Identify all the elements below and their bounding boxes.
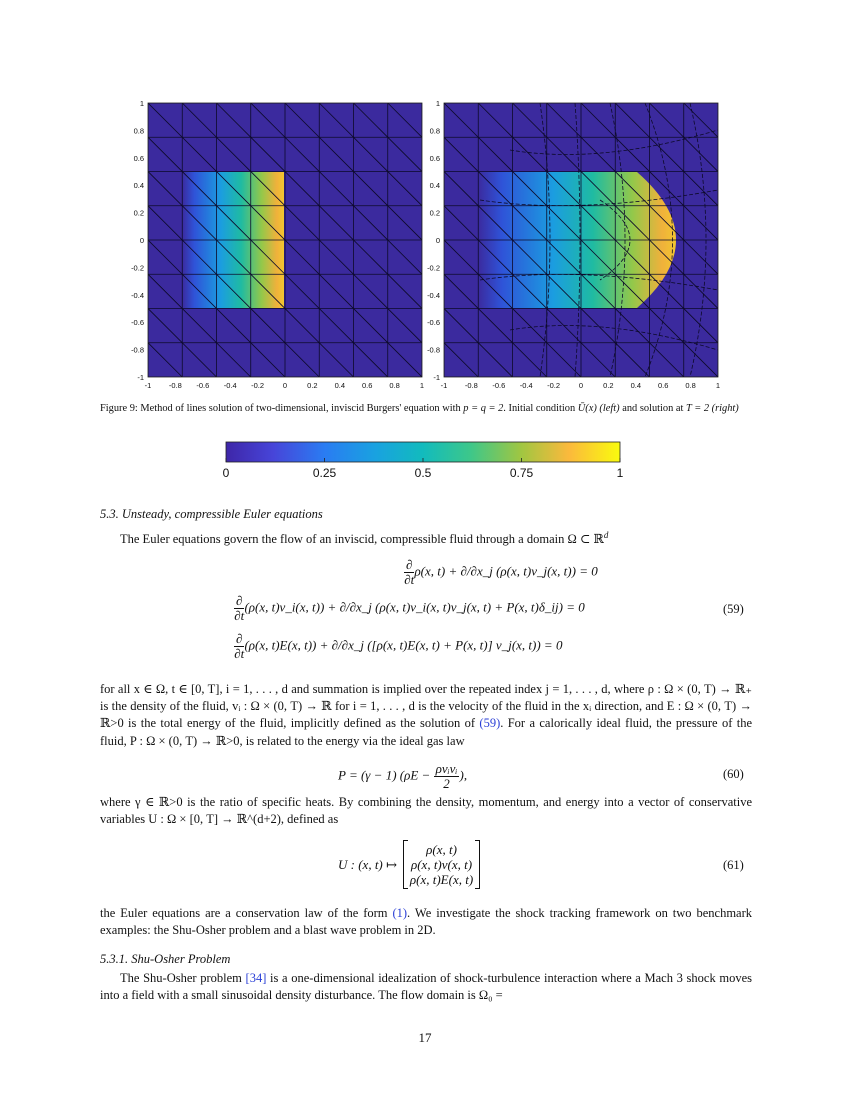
x-tick-label: -0.2 — [251, 381, 265, 390]
eq59-line1: $\frac{\partial}{\partial t}$ ρ(x, t) + ∂/∂x_j (ρ(x, t)v_j(x, t)) = 0 — [404, 557, 598, 587]
x-tick-label: 0.4 — [334, 381, 346, 390]
x-tick-label: 0.2 — [603, 381, 614, 390]
x-tick-label: -1 — [440, 381, 448, 390]
paragraph-4: the Euler equations are a conservation law of the form (1). We investigate the shock tracking framework on two benchmark examples: the Shu-Osher problem and a blast wave problem in 2D. — [100, 906, 752, 938]
page-number: 17 — [418, 1030, 432, 1045]
y-tick-label: -0.6 — [427, 318, 440, 328]
x-tick-label: -0.4 — [223, 381, 237, 390]
y-tick-label: 1 — [139, 99, 144, 108]
y-tick-label: -0.4 — [427, 290, 440, 300]
y-tick-label: 0.2 — [429, 208, 440, 218]
intro-text: The Euler equations govern the flow of an inviscid, compressible fluid through a domain Ω ⊂ ℝ$^d$ — [120, 530, 609, 547]
citation-34-link[interactable]: [34] — [245, 971, 267, 985]
y-tick-label: -1 — [433, 373, 440, 382]
colorbar-tick-label: 0 — [222, 466, 230, 480]
y-tick-label: -0.8 — [427, 345, 440, 355]
eq59-number: (59) — [723, 602, 744, 616]
y-tick-label: 0.4 — [133, 181, 144, 191]
y-tick-label: -0.6 — [131, 318, 144, 328]
colorbar-tick-label: 0.5 — [414, 466, 432, 480]
x-tick-label: -0.2 — [547, 381, 561, 390]
right-y-ticks — [427, 99, 440, 382]
x-tick-label: -1 — [144, 381, 152, 390]
x-tick-label: -0.8 — [168, 381, 182, 390]
mesh-diagonal — [0, 103, 148, 377]
eq1-reference-link[interactable]: (1) — [392, 906, 408, 920]
eq60-number: (60) — [723, 767, 744, 781]
x-tick-label: 0.8 — [389, 381, 400, 390]
y-tick-label: -1 — [137, 373, 144, 382]
paragraph-2: for all x ∈ Ω, t ∈ [0, T], i = 1, . . . , d and summation is implied over the repeated index j = 1, . . . , d, where ρ : Ω × (0, T) → ℝ₊ is the density of the fluid, vᵢ : Ω × (0, T) → ℝ for i = 1, . . . , d is the velocity of the fluid in the xᵢ direction, and E : Ω × (0, T) → ℝ>0 is the total energy of the fluid, implicitly defined as the solution of (59). For a calorically ideal fluid, the pressure of the fluid, P : Ω × (0, T) → ℝ>0, is related to the energy via the ideal gas law — [100, 682, 752, 748]
colorbar-tick-label: 1 — [616, 466, 624, 480]
eq59-reference-link[interactable]: (59) — [479, 716, 501, 731]
x-tick-label: 0.6 — [361, 381, 373, 390]
x-tick-label: -0.4 — [519, 381, 533, 390]
right-x-ticks — [441, 381, 720, 390]
x-tick-label: -0.6 — [492, 381, 506, 390]
paragraph-5: The Shu-Osher problem [34] is a one-dimensional idealization of shock-turbulence interaction where a Mach 3 shock moves into a field with a small sinusoidal density disturbance. The flow domain is Ω₀ = — [100, 971, 752, 1003]
y-tick-label: 0 — [435, 236, 440, 245]
subsection-heading: 5.3.1. Shu-Osher Problem — [100, 952, 231, 966]
colorbar — [0, 435, 850, 485]
y-tick-label: -0.8 — [131, 345, 144, 355]
figure-caption: Figure 9: Method of lines solution of two-dimensional, inviscid Burgers' equation with p = q = 2. Initial condition Ū(x) (left) and solution at T = 2 (right) — [100, 403, 739, 414]
y-tick-label: -0.4 — [131, 290, 144, 300]
eq61: U : (x, t) ↦ ρ(x, t) ρ(x, t)v(x, t) ρ(x, t)E(x, t) — [338, 840, 480, 889]
y-tick-label: 0.2 — [133, 208, 144, 218]
eq61-vector: ρ(x, t) ρ(x, t)v(x, t) ρ(x, t)E(x, t) — [403, 840, 480, 889]
y-tick-label: 0.6 — [133, 153, 144, 163]
y-tick-label: 0.8 — [133, 126, 144, 136]
y-tick-label: 0.4 — [429, 181, 440, 191]
eq59-line2: $\frac{\partial}{\partial t}$ (ρ(x, t)v_i(x, t)) + ∂/∂x_j (ρ(x, t)v_i(x, t)v_j(x, t) + P(x, t)δ_ij) = 0 — [234, 593, 585, 623]
x-tick-label: 0.8 — [685, 381, 696, 390]
x-tick-label: -0.6 — [196, 381, 210, 390]
y-tick-label: 1 — [435, 99, 440, 108]
y-tick-label: 0 — [139, 236, 144, 245]
x-tick-label: 0.4 — [630, 381, 642, 390]
eq61-number: (61) — [723, 858, 744, 872]
eq59-line3: $\frac{\partial}{\partial t}$ (ρ(x, t)E(x, t)) + ∂/∂x_j ([ρ(x, t)E(x, t) + P(x, t)] v_j(x, t)) = 0 — [234, 631, 563, 661]
x-tick-label: 0.2 — [307, 381, 318, 390]
y-tick-label: -0.2 — [131, 263, 144, 273]
left-x-ticks — [145, 381, 424, 390]
x-tick-label: 0 — [282, 381, 288, 390]
eq60: P = (γ − 1) (ρE − $\frac{\text{ρvᵢvᵢ}}{2}$ ), — [338, 761, 468, 791]
left-y-ticks — [131, 99, 144, 382]
x-tick-label: 0.6 — [657, 381, 669, 390]
y-tick-label: -0.2 — [427, 263, 440, 273]
figure-9 — [0, 0, 850, 400]
colorbar-tick-label: 0.75 — [509, 466, 534, 480]
y-tick-label: 0.6 — [429, 153, 440, 163]
colorbar-tick-label: 0.25 — [312, 466, 337, 480]
section-heading: 5.3. Unsteady, compressible Euler equations — [100, 507, 323, 521]
paragraph-3: where γ ∈ ℝ>0 is the ratio of specific heats. By combining the density, momentum, and energy into a vector of conservative variables U : Ω × [0, T] → ℝ^(d+2), defined as — [100, 795, 752, 827]
x-tick-label: 0 — [578, 381, 584, 390]
x-tick-label: -0.8 — [464, 381, 478, 390]
y-tick-label: 0.8 — [429, 126, 440, 136]
x-tick-label: 1 — [715, 381, 721, 390]
mesh-diagonal — [718, 103, 850, 377]
x-tick-label: 1 — [419, 381, 425, 390]
